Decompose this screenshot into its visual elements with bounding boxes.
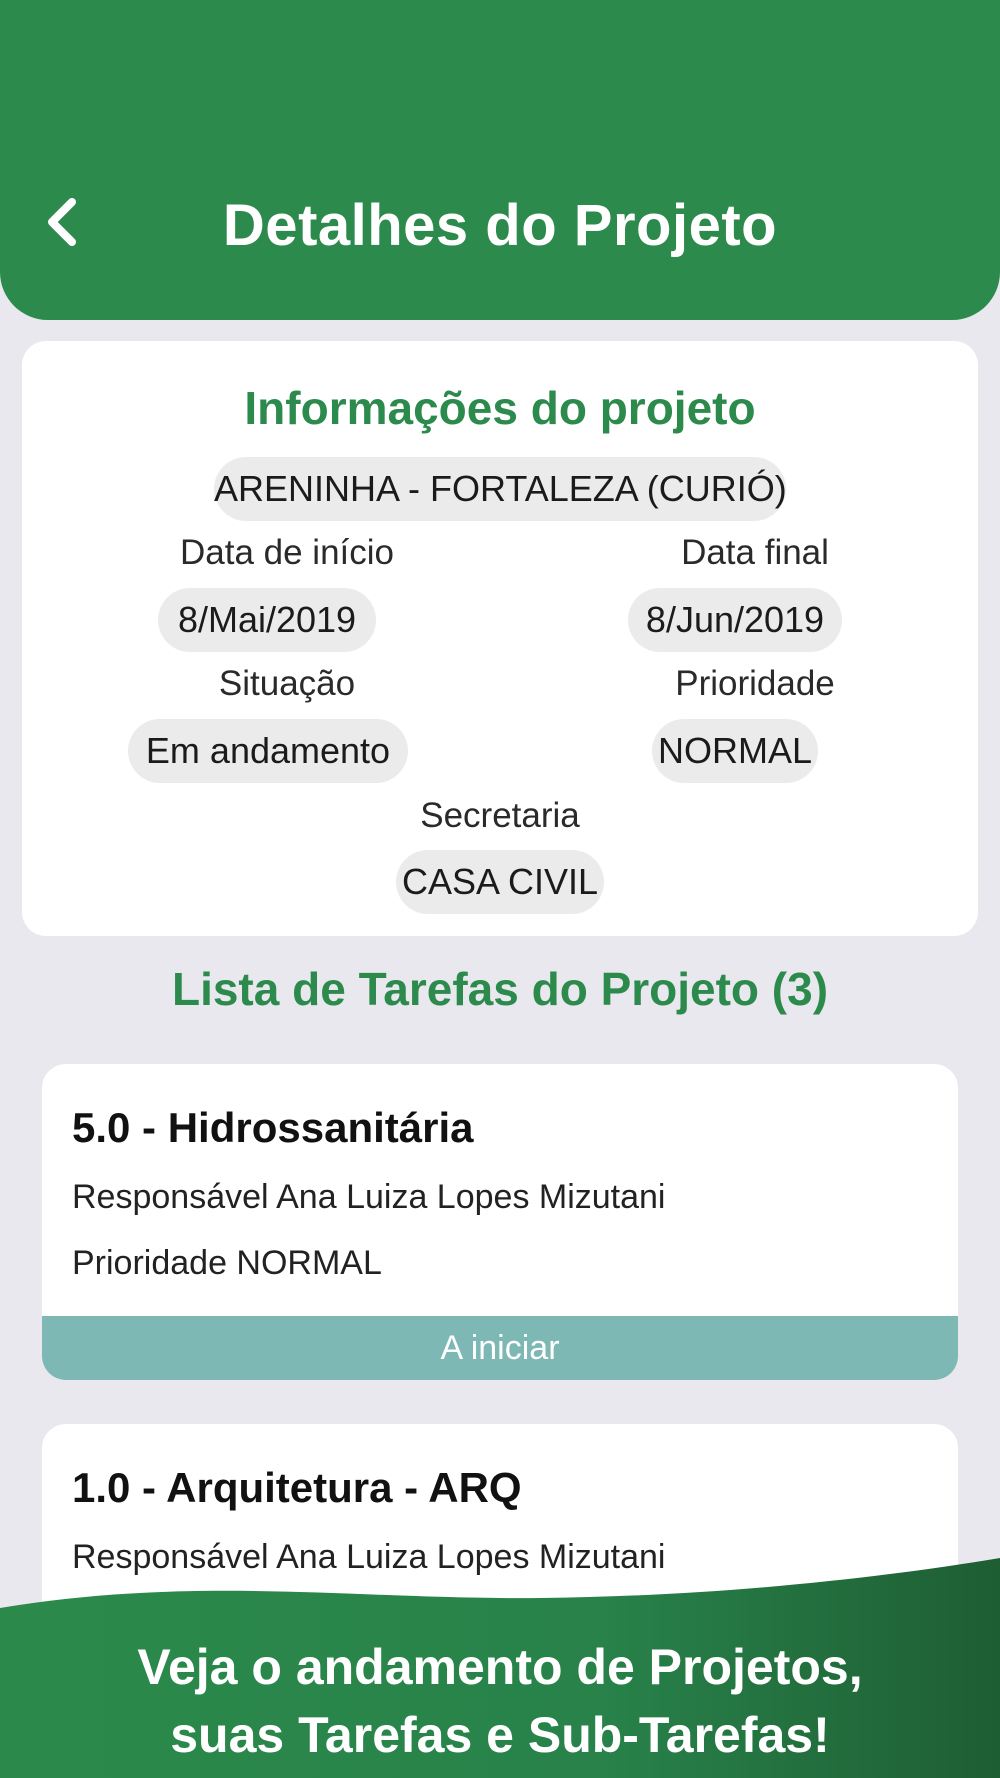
task-responsible: Responsável Ana Luiza Lopes Mizutani xyxy=(72,1538,666,1576)
start-date-label: Data de início xyxy=(179,533,395,572)
department-value: CASA CIVIL xyxy=(396,850,604,914)
project-info-card xyxy=(22,341,978,936)
promo-banner xyxy=(0,1550,1000,1778)
banner-line-1: Veja o andamento de Projetos, xyxy=(137,1639,863,1695)
status-label: Situação xyxy=(218,664,356,703)
banner-line-2: suas Tarefas e Sub-Tarefas! xyxy=(170,1707,830,1763)
end-date-label: Data final xyxy=(681,533,829,572)
banner-text xyxy=(0,1633,1000,1769)
task-responsible: Responsável Ana Luiza Lopes Mizutani xyxy=(72,1178,666,1216)
start-date-value: 8/Mai/2019 xyxy=(158,588,376,652)
status-value: Em andamento xyxy=(128,719,408,783)
priority-label: Prioridade xyxy=(675,664,835,703)
task-priority: Prioridade NORMAL xyxy=(72,1244,382,1282)
end-date-value: 8/Jun/2019 xyxy=(628,588,842,652)
task-title: 1.0 - Arquitetura - ARQ xyxy=(72,1464,522,1511)
page-title: Detalhes do Projeto xyxy=(222,193,778,258)
project-info-title: Informações do projeto xyxy=(244,382,756,434)
department-label: Secretaria xyxy=(420,796,580,835)
priority-value: NORMAL xyxy=(652,719,818,783)
tasks-list-title: Lista de Tarefas do Projeto (3) xyxy=(171,963,829,1015)
task-status-bar: A iniciar xyxy=(42,1316,958,1380)
task-card[interactable] xyxy=(42,1064,958,1380)
task-title: 5.0 - Hidrossanitária xyxy=(72,1104,474,1151)
project-name-badge: ARENINHA - FORTALEZA (CURIÓ) xyxy=(214,457,786,521)
app-header xyxy=(0,0,1000,320)
